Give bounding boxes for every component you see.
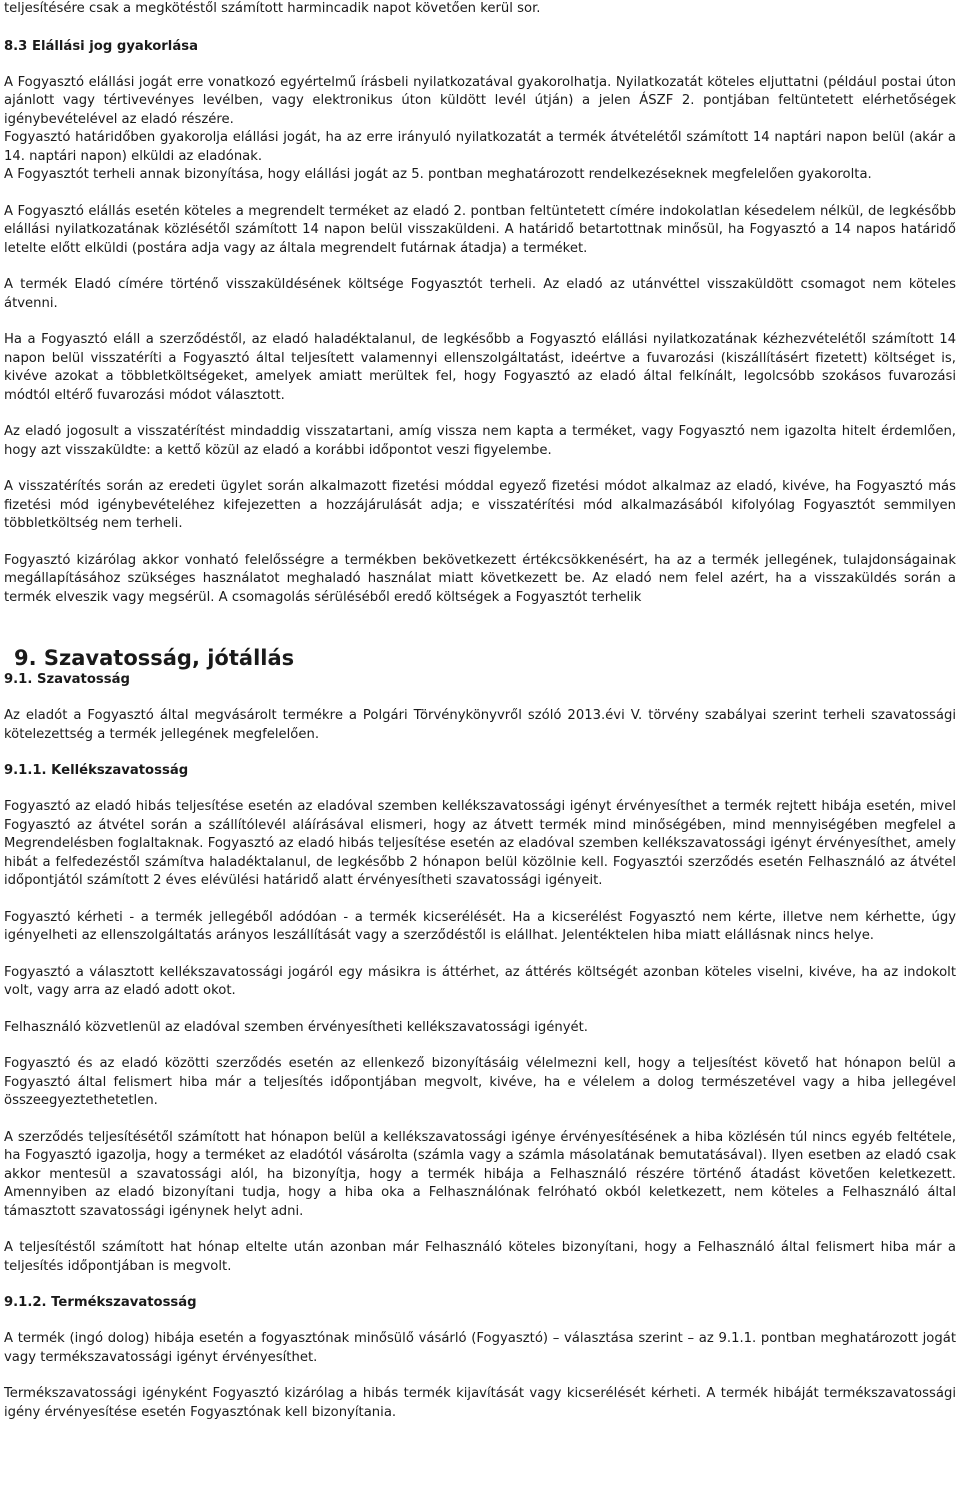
paragraph-burden-of-proof: A Fogyasztót terheli annak bizonyítása, hogy elállási jogát az 5. pontban meghatározott rendelkezéseknek megfelelően gyakorolta. — [4, 167, 872, 182]
spacer — [4, 1221, 956, 1239]
spacer — [4, 689, 956, 707]
paragraph-switch-claims: Fogyasztó a választott kellékszavatossági jogáról egy másikra is áttérhet, az áttérés költségét azonban köteles viselni, kivéve, ha az indokolt volt, vagy arra az eladó adott okot. — [4, 964, 956, 998]
paragraph-return-cost: A termék Eladó címére történő visszaküldésének költsége Fogyasztót terheli. Az eladó az utánvéttel visszaküldött csomagot nem köteles átvenni. — [4, 277, 956, 311]
paragraph-refund: Ha a Fogyasztó eláll a szerződéstől, az eladó haladéktalanul, de legkésőbb a Fogyasztó elállási nyilatkozatának kézhezvételétől számított 14 napon belül visszatéríti a Fogyasztó által teljesített valamennyi ellenszolgáltatást, ideértve a fuvarozási (kiszállításért fizetett) költséget is, kivéve azokat a többletköltségeket, amelyek amiatt merültek fel, hogy Fogyasztó az eladó által felkínált, legolcsóbb szokásos fuvarozási módtól eltérő fuvarozási módot választott. — [4, 332, 956, 403]
paragraph-six-month-presumption: Fogyasztó és az eladó közötti szerződés esetén az ellenkező bizonyításáig vélelmezni kell, hogy a teljesítést követő hat hónapon belül a Fogyasztó által felismert hiba már a teljesítés időpontjában megvolt, kivéve, ha e vélelem a dolog természetével vagy a hiba jellegével összeegyeztethetetlen. — [4, 1056, 956, 1108]
spacer — [4, 405, 956, 423]
spacer — [4, 56, 956, 74]
section-heading-9: 9. Szavatosság, jótállás — [14, 646, 295, 670]
paragraph-product-warranty-claim: Termékszavatossági igényként Fogyasztó kizárólag a hibás termék kijavítását vagy kicserélését kérheti. A termék hibáját termékszavatossági igény érvényesítése esetén Fogyasztónak kell bizonyítania. — [4, 1386, 956, 1420]
paragraph-intro-fragment: teljesítésére csak a megkötéstől számított harmincadik napot követően kerül sor. — [4, 1, 541, 16]
spacer — [4, 1111, 956, 1129]
paragraph-return-obligation: A Fogyasztó elállás esetén köteles a megrendelt terméket az eladó 2. pontban feltüntetett címére indokolatlan késedelem nélkül, de legkésőbb elállási nyilatkozatának közlésétől számított 14 napon belül visszaküldeni. A határidő betartottnak minősül, ha Fogyasztó a 14 napos határidő letelte előtt elküldi (postára adja vagy az általa megrendelt futárnak átadja) a terméket. — [4, 203, 956, 256]
paragraph-defect-warranty-claim: Fogyasztó az eladó hibás teljesítése esetén az eladóval szemben kellékszavatossági igényt érvényesíthet a termék rejtett hibája esetén, mivel Fogyasztó az átvétel során a szállítólevél aláírásával elismeri, hogy az átvett termék mind minőségében, mind mennyiségében megfelel a Megrendelésben foglaltaknak. Fogyasztó az eladó hibás teljesítése esetén az eladóval szemben kellékszavatossági igényt érvényesíthet, amely hibát a felfedezéstől számítva haladéktalanul, de legkésőbb 2 hónapon belül közölnie kell. Fogyasztói szerződés esetén Felhasználó az átvétel időpontjától számított 2 éves elévülési határidő alatt érvényesítheti szavatossági igényeit. — [4, 799, 956, 888]
paragraph-withdrawal-deadline: Fogyasztó határidőben gyakorolja elállási jogát, ha az erre irányuló nyilatkozatát a termék átvételétől számított 14 naptári napon belül (akár a 14. naptári napon) elküldi az eladónak. — [4, 130, 956, 164]
paragraph-replacement-request: Fogyasztó kérheti - a termék jellegéből adódóan - a termék kicserélését. Ha a kicserélést Fogyasztó nem kérte, illetve nem kérhette, úgy igényelheti az ellenszolgáltatás arányos leszállítását vagy a szerződéstől is elállhat. Jelentéktelen hiba miatt elállásnak nincs helye. — [4, 909, 956, 943]
section-heading-9-1: 9.1. Szavatosság — [4, 672, 130, 687]
spacer — [4, 19, 956, 38]
spacer — [4, 891, 956, 909]
spacer — [4, 1367, 956, 1385]
spacer — [4, 1037, 956, 1055]
spacer — [4, 313, 956, 331]
paragraph-withdrawal-declaration: A Fogyasztó elállási jogát erre vonatkozó egyértelmű írásbeli nyilatkozatával gyakorolhatja. Nyilatkozatát köteles eljuttatni (például postai úton ajánlott vagy tértivevényes levélben, vagy elektronikus úton küldött levél útján) a jelen ÁSZF 2. pontjában feltüntetett elérhetőségek igénybevételével az eladó részére. — [4, 74, 956, 127]
section-heading-8-3: 8.3 Elállási jog gyakorlása — [4, 38, 198, 54]
paragraph-depreciation-liability: Fogyasztó kizárólag akkor vonható felelősségre a termékben bekövetkezett értékcsökkenésért, ha az a termék jellegének, tulajdonságainak megállapításához szükséges használatot meghaladó használat miatt következett be. Az eladó nem felel azért, ha a visszaküldés során a termék elveszik vagy megsérül. A csomagolás sérüléséből eredő költségek a Fogyasztót terhelik — [4, 552, 956, 605]
spacer — [4, 1001, 956, 1019]
spacer — [4, 744, 956, 762]
spacer — [4, 460, 956, 478]
spacer — [4, 185, 956, 203]
section-heading-9-1-1: 9.1.1. Kellékszavatosság — [4, 763, 189, 778]
spacer — [4, 780, 956, 798]
paragraph-user-claim: Felhasználó közvetlenül az eladóval szemben érvényesítheti kellékszavatossági igényét. — [4, 1019, 588, 1035]
spacer — [4, 534, 956, 552]
paragraph-warranty-basis: Az eladót a Fogyasztó által megvásárolt termékre a Polgári Törvénykönyvről szóló 2013.évi V. törvény szabályai szerint terheli szavatossági kötelezettség a termék jellegének megfelelően. — [4, 708, 956, 742]
paragraph-refund-retention: Az eladó jogosult a visszatérítést mindaddig visszatartani, amíg vissza nem kapta a terméket, vagy Fogyasztó nem igazolta hitelt érdemlően, hogy azt visszaküldte: a kettő közül az eladó a korábbi időpontot veszi figyelembe. — [4, 424, 956, 458]
spacer — [4, 1276, 956, 1294]
paragraph-proof-after-six-months: A teljesítéstől számított hat hónap elteltе után azonban már Felhasználó köteles bizonyítani, hogy a Felhasználó által felismert hiba már a teljesítés időpontjában is megvolt. — [4, 1240, 956, 1274]
spacer — [4, 946, 956, 964]
spacer — [4, 607, 956, 645]
paragraph-after-six-months: A szerződés teljesítésétől számított hat hónapon belül a kellékszavatossági igénye érvényesítésének a hiba közlésén túl nincs egyéb feltétele, ha Fogyasztó igazolja, hogy a terméket az eladótól vásárolta (számla vagy a számla másolatának bemutatásával). Ilyen esetben az eladó csak akkor mentesül a szavatossági alól, ha bizonyítja, hogy a termék hibája a Felhasználó részére történő átadást követően keletkezett. Amennyiben az eladó bizonyítani tudja, hogy a hiba oka a Felhasználónak felróható okból keletkezett, nem köteles a Felhasználó által támasztott szavatossági igénynek helyt adni. — [4, 1129, 956, 1219]
spacer — [4, 1312, 956, 1330]
spacer — [4, 258, 956, 276]
section-heading-9-1-2: 9.1.2. Termékszavatosság — [4, 1295, 197, 1310]
paragraph-product-warranty-choice: A termék (ingó dolog) hibája esetén a fogyasztónak minősülő vásárló (Fogyasztó) – választása szerint – az 9.1.1. pontban meghatározott jogát vagy termékszavatossági igényt érvényesíthet. — [4, 1331, 956, 1365]
paragraph-refund-method: A visszatérítés során az eredeti ügylet során alkalmazott fizetési móddal egyező fizetési módot alkalmaz az eladó, kivéve, ha Fogyasztó más fizetési mód igénybevételéhez kifejezetten a hozzájárulását adja; e visszatérítési mód alkalmazásából kifolyólag Fogyasztót semmilyen többletköltség nem terheli. — [4, 479, 956, 531]
